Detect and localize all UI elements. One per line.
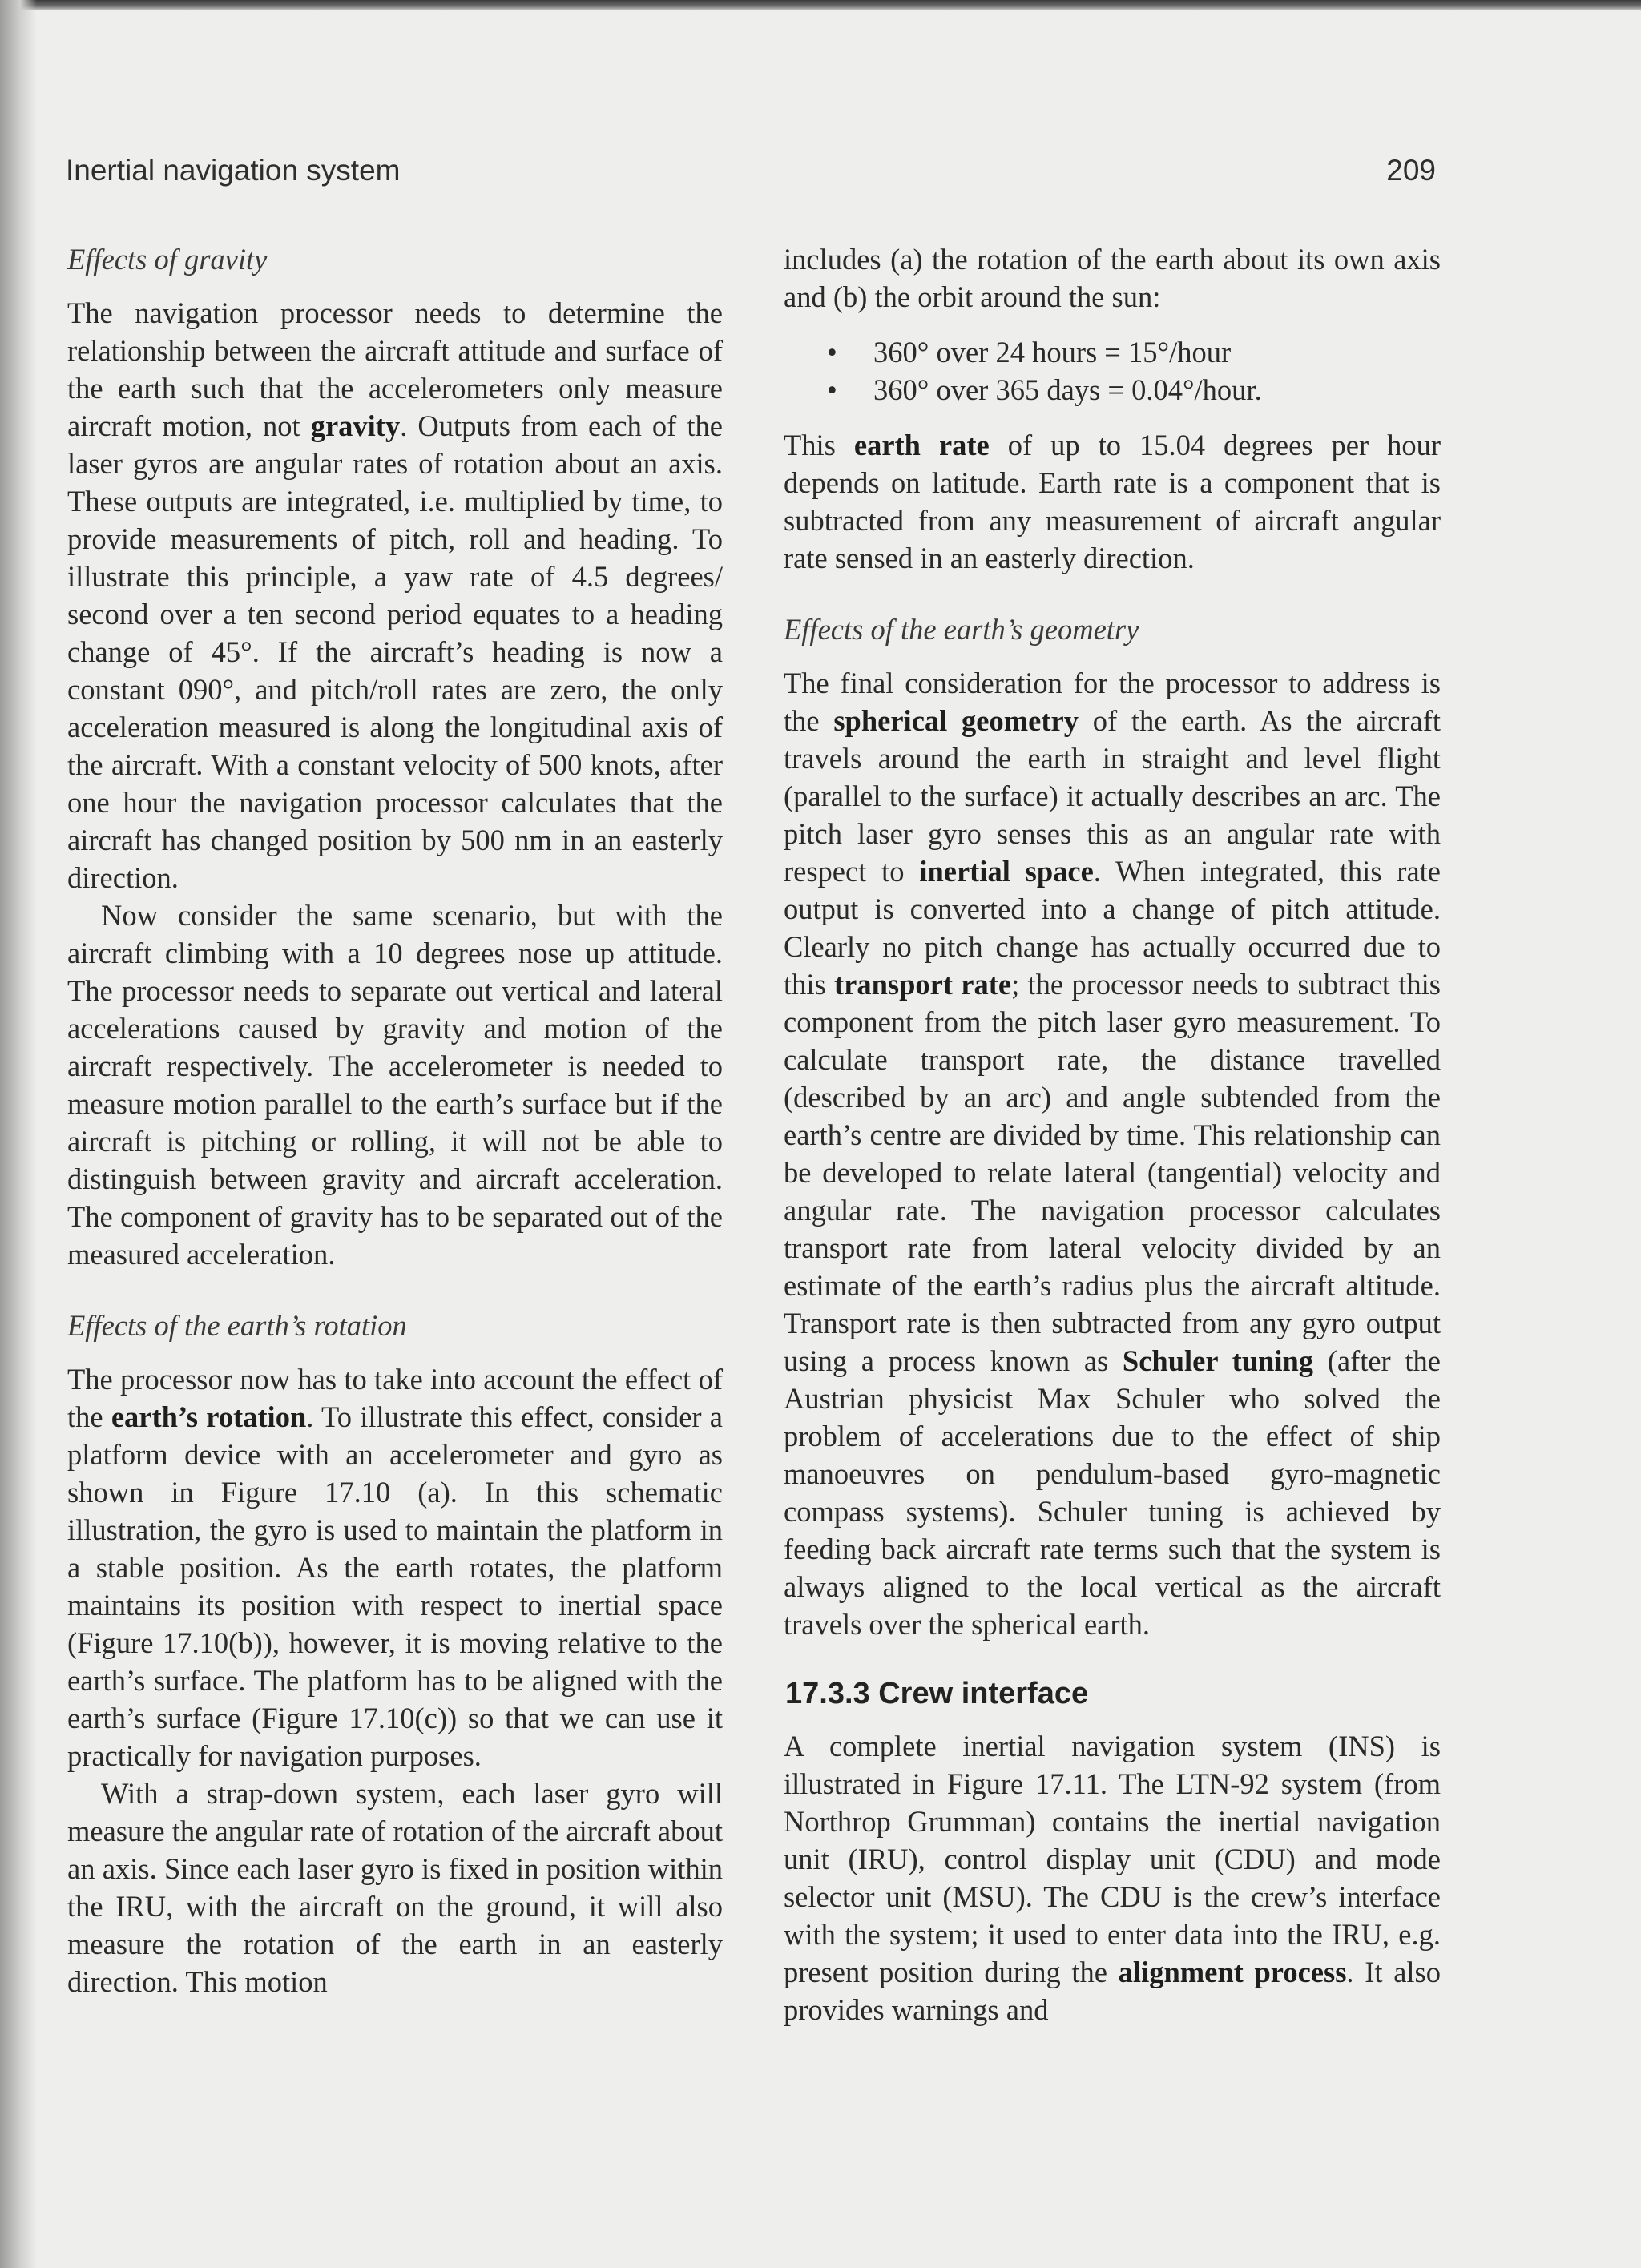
bold-term-spherical-geometry: spherical geometry [833,704,1079,737]
bold-term-alignment-process: alignment process [1118,1956,1347,1988]
paragraph-crew-interface [784,1727,1441,2028]
page-top-edge-shadow [0,0,1641,10]
text-run: The final consideration for the processor to address is the [784,667,1441,737]
paragraph-earth-motion-continued: includes (a) the rotation of the earth about its own axis and (b) the orbit around the sun: [784,243,1441,313]
text-run: (after the Austrian physicist Max Schuler who solved the problem of accelerations due to the effect of ship manoeuvres on pendulum-based gyro-magnetic compass systems). Schuler tuning is achieved by feeding back aircraft rate terms such that the system is always aligned to the local vertical as the aircraft travels over the spherical earth. [784,1344,1441,1641]
paragraph-strap-down-system: With a strap-down system, each laser gyro will measure the angular rate of rotation of the aircraft about an axis. Since each laser gyro is fixed in position within the IRU, with the aircraft on the ground, it will also measure the rotation of the earth in an easterly direction. This motion [67,1777,723,1998]
text-run: . Outputs from each of the laser gyros are angular rates of rotation about an axis. These outputs are integrated, i.e. multiplied by time, to provide measurements of pitch, roll and heading. To illustrate this principle, a yaw rate of 4.5 degrees/ second over a ten second period equates to a heading change of 45°. If the aircraft’s heading is now a constant 090°, and pitch/roll rates are zero, the only acceleration measured is along the longitudinal axis of the aircraft. With a constant velocity of 500 knots, after one hour the navigation processor calculates that the aircraft has changed position by 500 nm in an easterly direction. [67,409,723,894]
text-run: ; the processor needs to subtract this component from the pitch laser gyro measurement. To calculate transport rate, the distance travelled (described by an arc) and angle subtended from the earth’s centre are divided by time. This relationship can be developed to relate lateral (tangential) velocity and angular rate. The navigation processor calculates transport rate from lateral velocity divided by an estimate of the earth’s radius plus the aircraft altitude. Transport rate is then subtracted from any gyro output using a process known as [784,968,1441,1377]
bullet-text: 360° over 365 days = 0.04°/hour. [873,373,1262,406]
text-run: A complete inertial navigation system (INS) is illustrated in Figure 17.11. The LTN-92 system (from Northrop Grumman) contains the inertial navigation unit (IRU), control display unit (CDU) and mode selector unit (MSU). The CDU is the crew’s interface with the system; it used to enter data into the IRU, e.g. present position during the [784,1730,1441,1988]
left-column [67,240,723,2000]
bullet-text: 360° over 24 hours = 15°/hour [873,336,1232,369]
text-run: of up to 15.04 degrees per hour depends on latitude. Earth rate is a component that is subtracted from any measurement of aircraft angular rate sensed in an easterly direction. [784,429,1441,574]
subheading-effects-of-earth-geometry: Effects of the earth’s geometry [784,613,1139,646]
running-header [66,154,1436,195]
right-column [784,240,1441,2028]
bold-term-inertial-space: inertial space [919,855,1094,888]
bullet-item [827,371,1441,409]
subheading-effects-of-earth-rotation: Effects of the earth’s rotation [67,1309,407,1342]
page-number: 209 [1386,154,1436,187]
paragraph-earth-rotation [67,1360,723,1775]
bullet-glyph: • [827,336,837,369]
bullet-glyph: • [827,373,837,406]
earth-rate-bullet-list [784,333,1441,409]
text-run: The processor now has to take into account the effect of the [67,1363,723,1433]
text-run: This [784,429,854,461]
paragraph-earth-rate [784,426,1441,577]
paragraph-earth-geometry [784,664,1441,1643]
subheading-effects-of-gravity: Effects of gravity [67,243,268,276]
page-gutter-shadow [0,0,37,2268]
bold-term-earth-rate: earth rate [853,429,990,461]
text-run: of the earth. As the aircraft travels around the earth in straight and level flight (parallel to the surface) it actually describes an arc. The pitch laser gyro senses this as an angular rate with respect to [784,704,1441,888]
bold-term-gravity: gravity [310,409,401,442]
text-run: The navigation processor needs to determine the relationship between the aircraft attitude and surface of the earth such that the accelerometers only measure aircraft motion, not [67,296,723,442]
bold-term-earths-rotation: earth’s rotation [111,1400,307,1433]
text-run: . It also provides warnings and [784,1956,1441,2026]
text-run: . When integrated, this rate output is converted into a change of pitch attitude. Clearly no pitch change has actually occurred due to this [784,855,1441,1001]
bullet-item [827,333,1441,371]
paragraph-climbing-scenario: Now consider the same scenario, but with the aircraft climbing with a 10 degrees nose up attitude. The processor needs to separate out vertical and lateral accelerations caused by gravity and motion of the aircraft respectively. The accelerometer is needed to measure motion parallel to the earth’s surface but if the aircraft is pitching or rolling, it will not be able to distinguish between gravity and aircraft acceleration. The component of gravity has to be separated out of the measured acceleration. [67,899,723,1271]
paragraph-gravity [67,294,723,896]
bold-term-transport-rate: transport rate [834,968,1012,1001]
text-run: . To illustrate this effect, consider a platform device with an accelerometer and gyro as shown in Figure 17.10 (a). In this schematic illustration, the gyro is used to maintain the platform in a stable position. As the earth rotates, the platform maintains its position with respect to inertial space (Figure 17.10(b)), however, it is moving relative to the earth’s surface. The platform has to be aligned with the earth’s surface (Figure 17.10(c)) so that we can use it practically for navigation purposes. [67,1400,723,1772]
bold-term-schuler-tuning: Schuler tuning [1122,1344,1314,1377]
section-heading-crew-interface: 17.3.3 Crew interface [785,1677,1089,1710]
running-title: Inertial navigation system [66,154,401,187]
